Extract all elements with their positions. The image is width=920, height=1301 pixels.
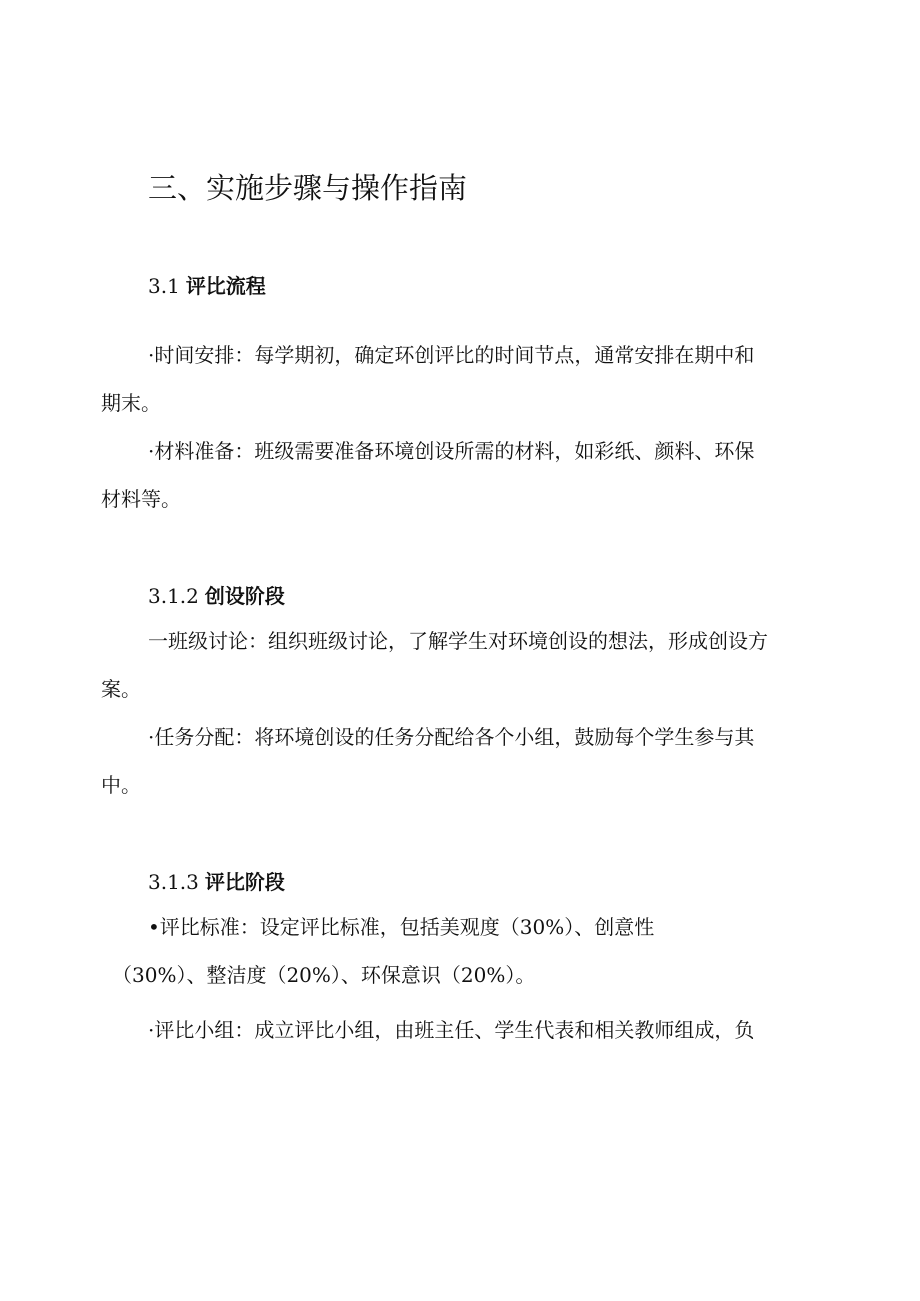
paragraph-line: •评比标准：设定评比标准，包括美观度（30%）、创意性 <box>148 915 655 939</box>
paragraph-line: ·评比小组：成立评比小组，由班主任、学生代表和相关教师组成，负 <box>148 1018 755 1042</box>
subsection-label: 评比阶段 <box>204 870 285 894</box>
paragraph-line: 一班级讨论：组织班级讨论，了解学生对环境创设的想法，形成创设方 <box>148 629 768 653</box>
subsection-heading-3-1 <box>148 270 266 299</box>
paragraph-line: （30%）、整洁度（20%）、环保意识（20%）。 <box>112 963 536 987</box>
subsection-number: 3.1.3 <box>148 870 199 894</box>
subsection-label: 创设阶段 <box>204 584 285 608</box>
subsection-heading-3-1-3 <box>148 866 285 895</box>
paragraph-line: 材料等。 <box>101 487 181 511</box>
paragraph-line: ·时间安排：每学期初，确定环创评比的时间节点，通常安排在期中和 <box>148 343 755 367</box>
subsection-label: 评比流程 <box>185 274 266 298</box>
subsection-heading-3-1-2 <box>148 580 285 609</box>
subsection-number: 3.1.2 <box>148 584 199 608</box>
subsection-number: 3.1 <box>148 274 180 298</box>
section-title: 三、实施步骤与操作指南 <box>148 171 468 205</box>
paragraph-line: 期末。 <box>101 391 161 415</box>
paragraph-line: ·任务分配：将环境创设的任务分配给各个小组，鼓励每个学生参与其 <box>148 725 755 749</box>
paragraph-line: 中。 <box>101 773 141 797</box>
paragraph-line: 案。 <box>101 677 141 701</box>
paragraph-line: ·材料准备：班级需要准备环境创设所需的材料，如彩纸、颜料、环保 <box>148 439 755 463</box>
